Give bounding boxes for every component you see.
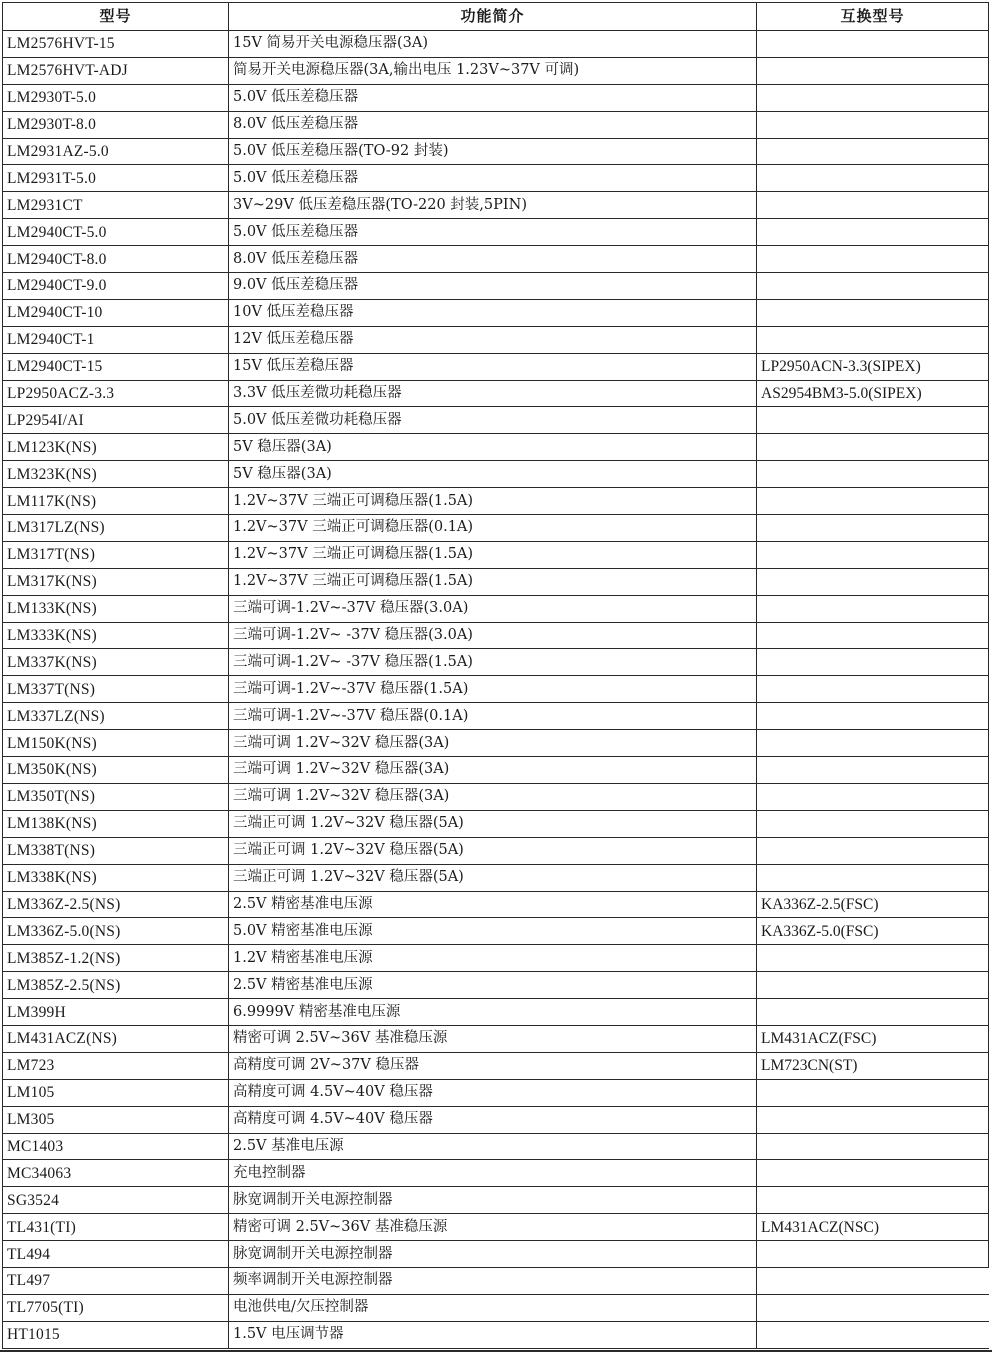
description-cell: 15V 低压差稳压器 [229, 353, 757, 380]
model-cell: LM337T(NS) [3, 676, 229, 703]
description-cell: 5.0V 低压差稳压器(TO-92 封装) [229, 138, 757, 165]
description-cell: 三端可调-1.2V~-37V 稳压器(0.1A) [229, 703, 757, 730]
model-cell: LM305 [3, 1106, 229, 1133]
model-cell: LM336Z-5.0(NS) [3, 918, 229, 945]
replacement-cell [757, 1106, 989, 1133]
description-cell: 5.0V 低压差微功耗稳压器 [229, 407, 757, 434]
model-cell: LM2930T-8.0 [3, 111, 229, 138]
table-row [3, 730, 989, 757]
table-row [3, 1321, 989, 1348]
model-cell: LM150K(NS) [3, 730, 229, 757]
table-row [3, 192, 989, 219]
description-cell: 3.3V 低压差微功耗稳压器 [229, 380, 757, 407]
model-cell: LM317LZ(NS) [3, 515, 229, 542]
replacement-cell [757, 488, 989, 515]
table-row [3, 111, 989, 138]
model-cell: LM317K(NS) [3, 568, 229, 595]
table-row [3, 1025, 989, 1052]
replacement-cell [757, 810, 989, 837]
description-cell: 9.0V 低压差稳压器 [229, 273, 757, 300]
model-cell: LM2940CT-9.0 [3, 273, 229, 300]
table-row [3, 837, 989, 864]
replacement-cell [757, 246, 989, 273]
table-row [3, 595, 989, 622]
description-cell: 三端正可调 1.2V~32V 稳压器(5A) [229, 864, 757, 891]
replacement-cell [757, 326, 989, 353]
regulator-spec-sheet [2, 2, 988, 1354]
table-row [3, 783, 989, 810]
table-row [3, 757, 989, 784]
description-cell: 5.0V 低压差稳压器 [229, 84, 757, 111]
replacement-cell: KA336Z-2.5(FSC) [757, 891, 989, 918]
table-row [3, 1052, 989, 1079]
table-row [3, 353, 989, 380]
description-cell: 1.2V~37V 三端正可调稳压器(0.1A) [229, 515, 757, 542]
description-cell: 12V 低压差稳压器 [229, 326, 757, 353]
description-cell: 三端可调 1.2V~32V 稳压器(3A) [229, 757, 757, 784]
table-header [3, 3, 989, 31]
model-cell: SG3524 [3, 1187, 229, 1214]
model-cell: LM337LZ(NS) [3, 703, 229, 730]
table-row [3, 84, 989, 111]
replacement-cell [757, 1294, 989, 1321]
description-cell: 5.0V 精密基准电压源 [229, 918, 757, 945]
replacement-cell [757, 730, 989, 757]
table-row [3, 918, 989, 945]
model-cell: MC34063 [3, 1160, 229, 1187]
description-cell: 1.2V~37V 三端正可调稳压器(1.5A) [229, 488, 757, 515]
replacement-cell: LM431ACZ(FSC) [757, 1025, 989, 1052]
replacement-cell [757, 111, 989, 138]
table-row [3, 676, 989, 703]
description-cell: 5.0V 低压差稳压器 [229, 219, 757, 246]
model-cell: MC1403 [3, 1133, 229, 1160]
description-cell: 高精度可调 4.5V~40V 稳压器 [229, 1106, 757, 1133]
table-row [3, 1267, 989, 1294]
replacement-cell [757, 1267, 989, 1294]
replacement-cell [757, 541, 989, 568]
description-cell: 三端可调-1.2V~-37V 稳压器(3.0A) [229, 595, 757, 622]
description-cell: 1.2V 精密基准电压源 [229, 945, 757, 972]
model-cell: LM385Z-2.5(NS) [3, 972, 229, 999]
table-row [3, 891, 989, 918]
replacement-cell [757, 192, 989, 219]
table-body [3, 31, 989, 1349]
replacement-cell [757, 219, 989, 246]
table-row [3, 1133, 989, 1160]
replacement-cell [757, 407, 989, 434]
replacement-cell [757, 515, 989, 542]
description-cell: 脉宽调制开关电源控制器 [229, 1241, 757, 1268]
description-cell: 电池供电/欠压控制器 [229, 1294, 757, 1321]
replacement-cell [757, 299, 989, 326]
regulator-table [2, 2, 989, 1349]
description-cell: 高精度可调 4.5V~40V 稳压器 [229, 1079, 757, 1106]
replacement-cell [757, 434, 989, 461]
replacement-cell: KA336Z-5.0(FSC) [757, 918, 989, 945]
replacement-cell [757, 837, 989, 864]
replacement-cell [757, 1079, 989, 1106]
description-cell: 精密可调 2.5V~36V 基准稳压源 [229, 1214, 757, 1241]
replacement-cell [757, 945, 989, 972]
model-cell: LM138K(NS) [3, 810, 229, 837]
table-row [3, 380, 989, 407]
model-cell: LM2940CT-8.0 [3, 246, 229, 273]
model-cell: TL494 [3, 1241, 229, 1268]
description-cell: 三端可调-1.2V~-37V 稳压器(1.5A) [229, 676, 757, 703]
table-row [3, 57, 989, 84]
table-row [3, 515, 989, 542]
replacement-cell [757, 1160, 989, 1187]
table-row [3, 703, 989, 730]
model-cell: LM2940CT-5.0 [3, 219, 229, 246]
table-row [3, 1187, 989, 1214]
model-cell: LM338K(NS) [3, 864, 229, 891]
description-cell: 2.5V 基准电压源 [229, 1133, 757, 1160]
replacement-cell [757, 595, 989, 622]
description-cell: 简易开关电源稳压器(3A,输出电压 1.23V~37V 可调) [229, 57, 757, 84]
description-cell: 三端可调 1.2V~32V 稳压器(3A) [229, 730, 757, 757]
replacement-cell [757, 1187, 989, 1214]
table-row [3, 810, 989, 837]
model-cell: LM399H [3, 999, 229, 1026]
model-cell: LM105 [3, 1079, 229, 1106]
table-row [3, 1106, 989, 1133]
header-replacement: 互换型号 [757, 3, 989, 31]
model-cell: LM350K(NS) [3, 757, 229, 784]
description-cell: 高精度可调 2V~37V 稳压器 [229, 1052, 757, 1079]
table-row [3, 31, 989, 58]
table-row [3, 488, 989, 515]
model-cell: LP2954I/AI [3, 407, 229, 434]
table-row [3, 972, 989, 999]
replacement-cell [757, 84, 989, 111]
table-row [3, 326, 989, 353]
description-cell: 5V 稳压器(3A) [229, 434, 757, 461]
description-cell: 三端可调-1.2V~ -37V 稳压器(3.0A) [229, 622, 757, 649]
description-cell: 3V~29V 低压差稳压器(TO-220 封装,5PIN) [229, 192, 757, 219]
model-cell: LM333K(NS) [3, 622, 229, 649]
description-cell: 2.5V 精密基准电压源 [229, 891, 757, 918]
table-row [3, 649, 989, 676]
header-model: 型号 [3, 3, 229, 31]
replacement-cell: LM723CN(ST) [757, 1052, 989, 1079]
description-cell: 三端可调-1.2V~ -37V 稳压器(1.5A) [229, 649, 757, 676]
model-cell: LP2950ACZ-3.3 [3, 380, 229, 407]
model-cell: LM431ACZ(NS) [3, 1025, 229, 1052]
model-cell: LM2940CT-15 [3, 353, 229, 380]
replacement-cell [757, 864, 989, 891]
table-row [3, 1079, 989, 1106]
table-row [3, 622, 989, 649]
replacement-cell [757, 461, 989, 488]
replacement-cell: AS2954BM3-5.0(SIPEX) [757, 380, 989, 407]
model-cell: LM2576HVT-15 [3, 31, 229, 58]
table-row [3, 1294, 989, 1321]
replacement-cell [757, 676, 989, 703]
replacement-cell [757, 649, 989, 676]
replacement-cell [757, 31, 989, 58]
model-cell: LM133K(NS) [3, 595, 229, 622]
replacement-cell [757, 568, 989, 595]
model-cell: LM2931AZ-5.0 [3, 138, 229, 165]
model-cell: TL7705(TI) [3, 1294, 229, 1321]
table-row [3, 1160, 989, 1187]
replacement-cell [757, 783, 989, 810]
table-row [3, 407, 989, 434]
description-cell: 15V 简易开关电源稳压器(3A) [229, 31, 757, 58]
model-cell: LM350T(NS) [3, 783, 229, 810]
table-row [3, 1241, 989, 1268]
replacement-cell [757, 703, 989, 730]
table-row [3, 1214, 989, 1241]
description-cell: 10V 低压差稳压器 [229, 299, 757, 326]
bottom-rule [0, 1350, 992, 1352]
description-cell: 1.2V~37V 三端正可调稳压器(1.5A) [229, 541, 757, 568]
table-row [3, 165, 989, 192]
model-cell: LM2940CT-10 [3, 299, 229, 326]
description-cell: 8.0V 低压差稳压器 [229, 111, 757, 138]
table-row [3, 864, 989, 891]
model-cell: LM2930T-5.0 [3, 84, 229, 111]
table-row [3, 219, 989, 246]
model-cell: TL431(TI) [3, 1214, 229, 1241]
table-row [3, 434, 989, 461]
description-cell: 三端正可调 1.2V~32V 稳压器(5A) [229, 810, 757, 837]
model-cell: LM2931T-5.0 [3, 165, 229, 192]
description-cell: 5V 稳压器(3A) [229, 461, 757, 488]
replacement-cell [757, 1133, 989, 1160]
header-description: 功能简介 [229, 3, 757, 31]
model-cell: LM337K(NS) [3, 649, 229, 676]
description-cell: 三端可调 1.2V~32V 稳压器(3A) [229, 783, 757, 810]
description-cell: 精密可调 2.5V~36V 基准稳压源 [229, 1025, 757, 1052]
table-row [3, 246, 989, 273]
replacement-cell [757, 138, 989, 165]
model-cell: LM723 [3, 1052, 229, 1079]
replacement-cell [757, 1321, 989, 1348]
table-row [3, 273, 989, 300]
description-cell: 三端正可调 1.2V~32V 稳压器(5A) [229, 837, 757, 864]
replacement-cell [757, 972, 989, 999]
model-cell: TL497 [3, 1267, 229, 1294]
description-cell: 频率调制开关电源控制器 [229, 1267, 757, 1294]
description-cell: 2.5V 精密基准电压源 [229, 972, 757, 999]
replacement-cell: LP2950ACN-3.3(SIPEX) [757, 353, 989, 380]
replacement-cell [757, 273, 989, 300]
model-cell: LM2940CT-1 [3, 326, 229, 353]
replacement-cell [757, 165, 989, 192]
model-cell: LM385Z-1.2(NS) [3, 945, 229, 972]
replacement-cell [757, 999, 989, 1026]
header-row [3, 3, 989, 31]
table-row [3, 299, 989, 326]
table-row [3, 568, 989, 595]
model-cell: HT1015 [3, 1321, 229, 1348]
table-row [3, 999, 989, 1026]
replacement-cell [757, 1241, 989, 1268]
table-row [3, 945, 989, 972]
replacement-cell: LM431ACZ(NSC) [757, 1214, 989, 1241]
description-cell: 1.2V~37V 三端正可调稳压器(1.5A) [229, 568, 757, 595]
model-cell: LM323K(NS) [3, 461, 229, 488]
replacement-cell [757, 757, 989, 784]
table-row [3, 541, 989, 568]
description-cell: 1.5V 电压调节器 [229, 1321, 757, 1348]
table-row [3, 461, 989, 488]
table-row [3, 138, 989, 165]
model-cell: LM2576HVT-ADJ [3, 57, 229, 84]
model-cell: LM2931CT [3, 192, 229, 219]
description-cell: 6.9999V 精密基准电压源 [229, 999, 757, 1026]
description-cell: 脉宽调制开关电源控制器 [229, 1187, 757, 1214]
model-cell: LM338T(NS) [3, 837, 229, 864]
model-cell: LM117K(NS) [3, 488, 229, 515]
description-cell: 5.0V 低压差稳压器 [229, 165, 757, 192]
description-cell: 8.0V 低压差稳压器 [229, 246, 757, 273]
model-cell: LM336Z-2.5(NS) [3, 891, 229, 918]
replacement-cell [757, 622, 989, 649]
description-cell: 充电控制器 [229, 1160, 757, 1187]
replacement-cell [757, 57, 989, 84]
model-cell: LM123K(NS) [3, 434, 229, 461]
model-cell: LM317T(NS) [3, 541, 229, 568]
